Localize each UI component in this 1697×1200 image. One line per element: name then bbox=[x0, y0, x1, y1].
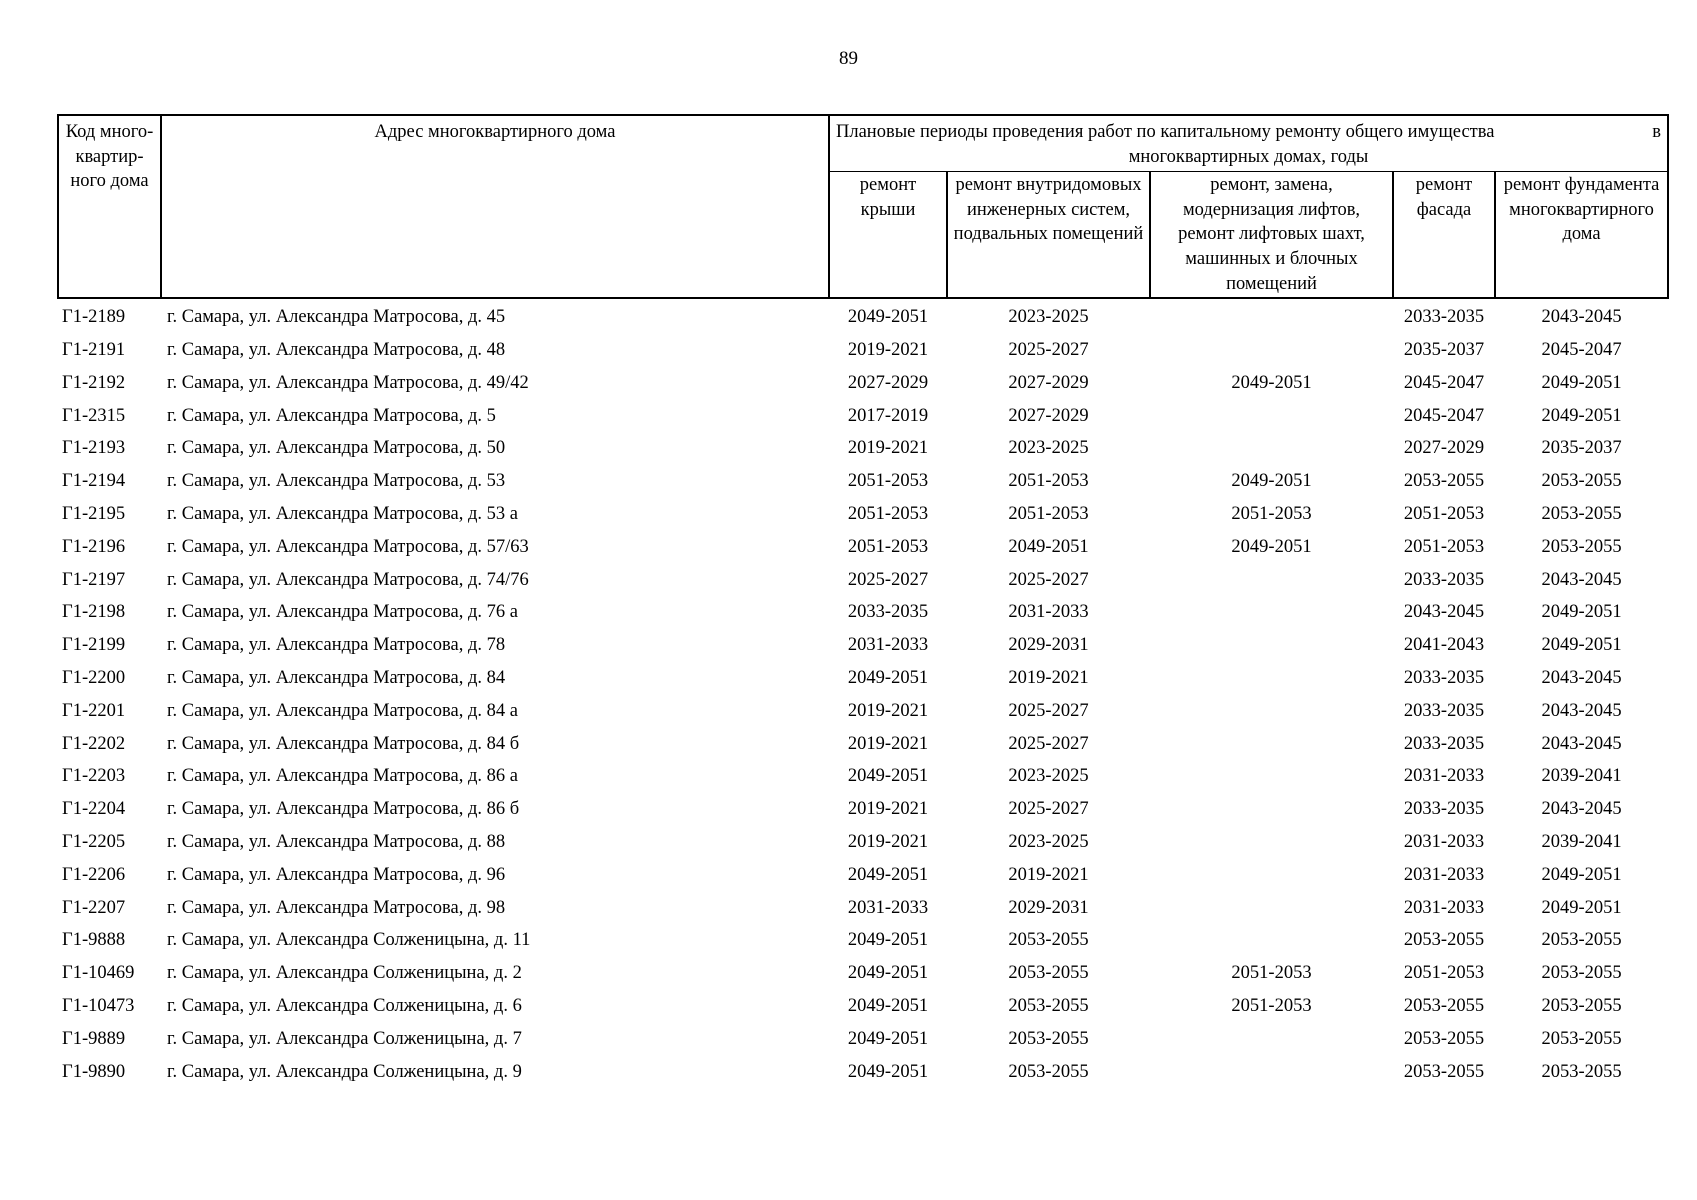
cell-lifts bbox=[1150, 564, 1393, 597]
cell-engineering: 2025-2027 bbox=[1008, 339, 1089, 360]
cell-address: г. Самара, ул. Александра Матросова, д. 84 а bbox=[167, 700, 518, 721]
table-row bbox=[58, 990, 1668, 1023]
cell-facade: 2031-2033 bbox=[1403, 766, 1485, 787]
cell-foundation: 2049-2051 bbox=[1541, 602, 1622, 623]
cell-engineering: 2053-2055 bbox=[1008, 930, 1089, 951]
page-number: 89 bbox=[839, 48, 858, 69]
table-row bbox=[58, 859, 1668, 892]
cell-facade: 2051-2053 bbox=[1403, 536, 1485, 557]
cell-roof: 2049-2051 bbox=[847, 963, 929, 984]
cell-address: г. Самара, ул. Александра Солженицына, д. 6 bbox=[167, 995, 522, 1016]
cell-code: Г1-2198 bbox=[62, 602, 126, 623]
cell-engineering: 2053-2055 bbox=[1008, 995, 1089, 1016]
cell-code: Г1-2200 bbox=[62, 667, 126, 688]
cell-address: г. Самара, ул. Александра Матросова, д. 49/42 bbox=[167, 372, 529, 393]
cell-roof: 2049-2051 bbox=[847, 667, 929, 688]
table-row bbox=[58, 367, 1668, 400]
cell-engineering: 2019-2021 bbox=[1008, 667, 1089, 688]
cell-engineering: 2053-2055 bbox=[1008, 1061, 1089, 1082]
cell-facade: 2033-2035 bbox=[1403, 700, 1485, 721]
cell-address: г. Самара, ул. Александра Матросова, д. 98 bbox=[167, 897, 506, 918]
cell-facade: 2045-2047 bbox=[1403, 405, 1485, 426]
header-facade: ремонт фасада bbox=[1393, 172, 1495, 299]
cell-engineering: 2027-2029 bbox=[1008, 405, 1089, 426]
cell-roof: 2049-2051 bbox=[847, 766, 929, 787]
cell-code: Г1-2197 bbox=[62, 569, 126, 590]
cell-address: г. Самара, ул. Александра Матросова, д. 96 bbox=[167, 864, 506, 885]
cell-foundation: 2043-2045 bbox=[1541, 667, 1622, 688]
cell-engineering: 2025-2027 bbox=[1008, 700, 1089, 721]
cell-roof: 2049-2051 bbox=[847, 864, 929, 885]
cell-foundation: 2053-2055 bbox=[1541, 471, 1622, 492]
cell-facade: 2045-2047 bbox=[1403, 372, 1485, 393]
cell-code: Г1-2203 bbox=[62, 766, 126, 787]
table-row bbox=[58, 498, 1668, 531]
cell-address: г. Самара, ул. Александра Матросова, д. 86 б bbox=[167, 799, 520, 820]
cell-engineering: 2025-2027 bbox=[1008, 733, 1089, 754]
cell-facade: 2035-2037 bbox=[1403, 339, 1485, 360]
cell-code: Г1-2194 bbox=[62, 471, 126, 492]
cell-lifts bbox=[1150, 760, 1393, 793]
cell-foundation: 2053-2055 bbox=[1541, 995, 1622, 1016]
cell-roof: 2017-2019 bbox=[847, 405, 929, 426]
table-body bbox=[58, 298, 1668, 1088]
cell-address: г. Самара, ул. Александра Матросова, д. 57/63 bbox=[167, 536, 529, 557]
cell-address: г. Самара, ул. Александра Матросова, д. 86 а bbox=[167, 766, 518, 787]
cell-roof: 2031-2033 bbox=[847, 635, 929, 656]
cell-address: г. Самара, ул. Александра Матросова, д. 84 bbox=[167, 667, 506, 688]
cell-roof: 2051-2053 bbox=[847, 471, 929, 492]
cell-code: Г1-2195 bbox=[62, 503, 126, 524]
cell-address: г. Самара, ул. Александра Матросова, д. 53 bbox=[167, 471, 506, 492]
cell-address: г. Самара, ул. Александра Солженицына, д. 9 bbox=[167, 1061, 522, 1082]
cell-foundation: 2053-2055 bbox=[1541, 503, 1622, 524]
table-header bbox=[58, 115, 1668, 298]
cell-code: Г1-2207 bbox=[62, 897, 126, 918]
table-row bbox=[58, 596, 1668, 629]
repair-schedule-table bbox=[57, 114, 1669, 1088]
cell-address: г. Самара, ул. Александра Солженицына, д. 2 bbox=[167, 963, 522, 984]
cell-foundation: 2053-2055 bbox=[1541, 930, 1622, 951]
cell-facade: 2051-2053 bbox=[1403, 963, 1485, 984]
cell-roof: 2019-2021 bbox=[847, 831, 929, 852]
cell-lifts: 2049-2051 bbox=[1231, 536, 1312, 557]
cell-facade: 2053-2055 bbox=[1403, 995, 1485, 1016]
cell-foundation: 2053-2055 bbox=[1541, 1061, 1622, 1082]
table-row bbox=[58, 465, 1668, 498]
cell-foundation: 2039-2041 bbox=[1541, 831, 1622, 852]
cell-foundation: 2043-2045 bbox=[1541, 700, 1622, 721]
header-lifts: ремонт, замена, модернизация лифтов, ремонт лифтовых шахт, машинных и блочных помещений bbox=[1150, 172, 1393, 299]
cell-roof: 2049-2051 bbox=[847, 930, 929, 951]
header-group-line2: многоквартирных домах, годы bbox=[1128, 146, 1369, 167]
table-row bbox=[58, 892, 1668, 925]
cell-foundation: 2049-2051 bbox=[1541, 635, 1622, 656]
cell-code: Г1-2315 bbox=[62, 405, 126, 426]
cell-facade: 2053-2055 bbox=[1403, 1061, 1485, 1082]
cell-engineering: 2025-2027 bbox=[1008, 569, 1089, 590]
cell-lifts bbox=[1150, 596, 1393, 629]
cell-lifts bbox=[1150, 629, 1393, 662]
cell-lifts bbox=[1150, 924, 1393, 957]
cell-engineering: 2025-2027 bbox=[1008, 799, 1089, 820]
cell-engineering: 2027-2029 bbox=[1008, 372, 1089, 393]
cell-roof: 2033-2035 bbox=[847, 602, 929, 623]
cell-facade: 2033-2035 bbox=[1403, 307, 1485, 328]
cell-facade: 2043-2045 bbox=[1403, 602, 1485, 623]
cell-roof: 2027-2029 bbox=[847, 372, 929, 393]
cell-lifts bbox=[1150, 1056, 1393, 1089]
header-roof: ремонт крыши bbox=[829, 172, 947, 299]
cell-code: Г1-10469 bbox=[62, 963, 135, 984]
cell-engineering: 2023-2025 bbox=[1008, 831, 1089, 852]
cell-facade: 2027-2029 bbox=[1403, 438, 1485, 459]
cell-lifts bbox=[1150, 662, 1393, 695]
cell-code: Г1-2191 bbox=[62, 339, 126, 360]
cell-foundation: 2043-2045 bbox=[1541, 307, 1622, 328]
cell-lifts bbox=[1150, 892, 1393, 925]
cell-address: г. Самара, ул. Александра Матросова, д. 5 bbox=[167, 405, 496, 426]
cell-roof: 2049-2051 bbox=[847, 1028, 929, 1049]
header-address: Адрес многоквартирного дома bbox=[161, 115, 829, 298]
cell-facade: 2053-2055 bbox=[1403, 471, 1485, 492]
cell-roof: 2019-2021 bbox=[847, 438, 929, 459]
cell-foundation: 2045-2047 bbox=[1541, 339, 1622, 360]
cell-code: Г1-2201 bbox=[62, 700, 126, 721]
cell-engineering: 2051-2053 bbox=[1008, 503, 1089, 524]
cell-engineering: 2051-2053 bbox=[1008, 471, 1089, 492]
cell-roof: 2051-2053 bbox=[847, 536, 929, 557]
cell-address: г. Самара, ул. Александра Матросова, д. 45 bbox=[167, 307, 506, 328]
cell-address: г. Самара, ул. Александра Матросова, д. 48 bbox=[167, 339, 506, 360]
cell-lifts: 2051-2053 bbox=[1231, 995, 1312, 1016]
cell-code: Г1-2205 bbox=[62, 831, 126, 852]
cell-foundation: 2053-2055 bbox=[1541, 963, 1622, 984]
cell-address: г. Самара, ул. Александра Матросова, д. 74/76 bbox=[167, 569, 529, 590]
table-row bbox=[58, 531, 1668, 564]
cell-engineering: 2023-2025 bbox=[1008, 307, 1089, 328]
cell-roof: 2031-2033 bbox=[847, 897, 929, 918]
cell-roof: 2019-2021 bbox=[847, 700, 929, 721]
table-row bbox=[58, 400, 1668, 433]
cell-roof: 2019-2021 bbox=[847, 339, 929, 360]
cell-foundation: 2043-2045 bbox=[1541, 799, 1622, 820]
cell-lifts bbox=[1150, 1023, 1393, 1056]
cell-lifts bbox=[1150, 728, 1393, 761]
cell-address: г. Самара, ул. Александра Солженицына, д. 7 bbox=[167, 1028, 522, 1049]
table-row bbox=[58, 695, 1668, 728]
cell-engineering: 2023-2025 bbox=[1008, 766, 1089, 787]
cell-lifts bbox=[1150, 793, 1393, 826]
cell-roof: 2049-2051 bbox=[847, 1061, 929, 1082]
cell-roof: 2019-2021 bbox=[847, 799, 929, 820]
table-row bbox=[58, 564, 1668, 597]
table-row bbox=[58, 298, 1668, 334]
cell-foundation: 2039-2041 bbox=[1541, 766, 1622, 787]
cell-foundation: 2049-2051 bbox=[1541, 897, 1622, 918]
cell-foundation: 2035-2037 bbox=[1541, 438, 1622, 459]
cell-lifts bbox=[1150, 695, 1393, 728]
cell-lifts bbox=[1150, 400, 1393, 433]
cell-foundation: 2049-2051 bbox=[1541, 405, 1622, 426]
cell-code: Г1-2189 bbox=[62, 307, 126, 328]
table-row bbox=[58, 760, 1668, 793]
cell-roof: 2019-2021 bbox=[847, 733, 929, 754]
cell-address: г. Самара, ул. Александра Матросова, д. 76 а bbox=[167, 602, 518, 623]
cell-facade: 2053-2055 bbox=[1403, 930, 1485, 951]
table-row bbox=[58, 432, 1668, 465]
cell-engineering: 2053-2055 bbox=[1008, 963, 1089, 984]
cell-lifts bbox=[1150, 826, 1393, 859]
cell-roof: 2049-2051 bbox=[847, 307, 929, 328]
table-row bbox=[58, 728, 1668, 761]
cell-facade: 2033-2035 bbox=[1403, 733, 1485, 754]
header-code: Код много-квартир-ного дома bbox=[58, 115, 161, 298]
cell-code: Г1-2193 bbox=[62, 438, 126, 459]
cell-code: Г1-2206 bbox=[62, 864, 126, 885]
cell-foundation: 2053-2055 bbox=[1541, 536, 1622, 557]
cell-facade: 2041-2043 bbox=[1403, 635, 1485, 656]
cell-code: Г1-9888 bbox=[62, 930, 126, 951]
cell-foundation: 2049-2051 bbox=[1541, 864, 1622, 885]
header-group-line1-tail: в bbox=[1652, 122, 1662, 142]
cell-code: Г1-2196 bbox=[62, 536, 126, 557]
cell-address: г. Самара, ул. Александра Солженицына, д. 11 bbox=[167, 930, 531, 951]
cell-engineering: 2053-2055 bbox=[1008, 1028, 1089, 1049]
header-foundation: ремонт фундамента многоквартирного дома bbox=[1495, 172, 1668, 299]
cell-engineering: 2029-2031 bbox=[1008, 897, 1089, 918]
cell-foundation: 2043-2045 bbox=[1541, 733, 1622, 754]
table-row bbox=[58, 662, 1668, 695]
table-row bbox=[58, 1023, 1668, 1056]
header-engineering: ремонт внутридомовых инженерных систем, подвальных помещений bbox=[947, 172, 1150, 299]
cell-code: Г1-2192 bbox=[62, 372, 126, 393]
table-row bbox=[58, 826, 1668, 859]
cell-facade: 2033-2035 bbox=[1403, 569, 1485, 590]
cell-facade: 2031-2033 bbox=[1403, 831, 1485, 852]
cell-foundation: 2049-2051 bbox=[1541, 372, 1622, 393]
cell-address: г. Самара, ул. Александра Матросова, д. 50 bbox=[167, 438, 506, 459]
cell-engineering: 2023-2025 bbox=[1008, 438, 1089, 459]
cell-facade: 2033-2035 bbox=[1403, 799, 1485, 820]
cell-foundation: 2043-2045 bbox=[1541, 569, 1622, 590]
cell-code: Г1-2202 bbox=[62, 733, 126, 754]
cell-foundation: 2053-2055 bbox=[1541, 1028, 1622, 1049]
cell-code: Г1-10473 bbox=[62, 995, 135, 1016]
cell-address: г. Самара, ул. Александра Матросова, д. 84 б bbox=[167, 733, 520, 754]
cell-code: Г1-2204 bbox=[62, 799, 126, 820]
table-row bbox=[58, 924, 1668, 957]
cell-roof: 2051-2053 bbox=[847, 503, 929, 524]
cell-facade: 2031-2033 bbox=[1403, 864, 1485, 885]
header-group-line1: Плановые периоды проведения работ по капитальному ремонту общего имущества bbox=[836, 122, 1495, 142]
cell-code: Г1-2199 bbox=[62, 635, 126, 656]
table-row bbox=[58, 793, 1668, 826]
cell-lifts: 2051-2053 bbox=[1231, 963, 1312, 984]
cell-engineering: 2019-2021 bbox=[1008, 864, 1089, 885]
cell-engineering: 2029-2031 bbox=[1008, 635, 1089, 656]
header-planned-periods bbox=[829, 115, 1668, 172]
cell-facade: 2031-2033 bbox=[1403, 897, 1485, 918]
cell-code: Г1-9889 bbox=[62, 1028, 126, 1049]
cell-facade: 2053-2055 bbox=[1403, 1028, 1485, 1049]
cell-address: г. Самара, ул. Александра Матросова, д. 53 а bbox=[167, 503, 518, 524]
table-row bbox=[58, 957, 1668, 990]
cell-lifts: 2049-2051 bbox=[1231, 471, 1312, 492]
cell-lifts: 2051-2053 bbox=[1231, 503, 1312, 524]
cell-lifts bbox=[1150, 298, 1393, 334]
table-row bbox=[58, 629, 1668, 662]
cell-code: Г1-9890 bbox=[62, 1061, 126, 1082]
cell-address: г. Самара, ул. Александра Матросова, д. 88 bbox=[167, 831, 506, 852]
table-row bbox=[58, 1056, 1668, 1089]
cell-engineering: 2049-2051 bbox=[1008, 536, 1089, 557]
cell-roof: 2025-2027 bbox=[847, 569, 929, 590]
cell-facade: 2051-2053 bbox=[1403, 503, 1485, 524]
cell-roof: 2049-2051 bbox=[847, 995, 929, 1016]
cell-engineering: 2031-2033 bbox=[1008, 602, 1089, 623]
cell-lifts: 2049-2051 bbox=[1231, 372, 1312, 393]
table-row bbox=[58, 334, 1668, 367]
cell-lifts bbox=[1150, 334, 1393, 367]
cell-facade: 2033-2035 bbox=[1403, 667, 1485, 688]
cell-lifts bbox=[1150, 859, 1393, 892]
cell-address: г. Самара, ул. Александра Матросова, д. 78 bbox=[167, 635, 506, 656]
cell-lifts bbox=[1150, 432, 1393, 465]
